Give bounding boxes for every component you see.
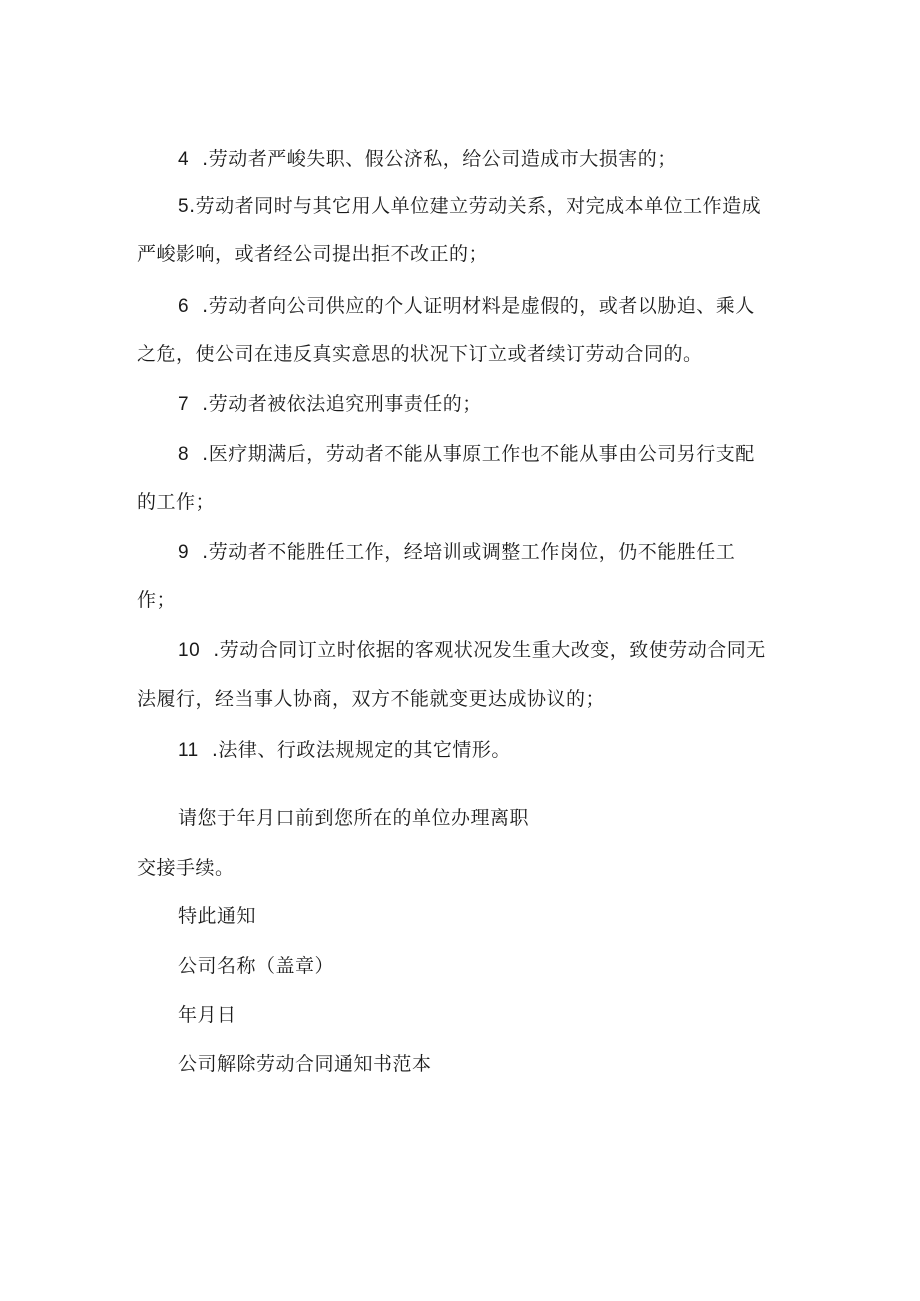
list-item [178, 146, 677, 173]
item-number: 7 [178, 394, 190, 415]
list-item-continuation: 的工作； [137, 491, 216, 513]
item-text: .医疗期满后，劳动者不能从事原工作也不能从事由公司另行支配 [202, 443, 755, 465]
list-item [178, 293, 755, 320]
item-number: 8 [178, 444, 190, 465]
item-text: .劳动者向公司供应的个人证明材料是虚假的，或者以胁迫、乘人 [202, 295, 755, 317]
item-number: 10 [178, 640, 201, 661]
document-title: 公司解除劳动合同通知书范本 [178, 1053, 432, 1075]
item-number: 11 [178, 740, 199, 761]
list-item [178, 737, 511, 764]
date-line: 年月日 [178, 1004, 237, 1026]
list-item-continuation: 作； [137, 589, 177, 611]
item-text: .劳动者不能胜任工作，经培训或调整工作岗位，仍不能胜任工 [202, 541, 736, 563]
list-item-continuation: 法履行，经当事人协商，双方不能就变更达成协议的； [137, 688, 606, 710]
item-text: .劳动者同时与其它用人单位建立劳动关系，对完成本单位工作造成 [189, 195, 762, 217]
item-text: .劳动者被依法追究刑事责任的； [202, 393, 482, 415]
company-signature: 公司名称（盖章） [178, 955, 335, 977]
item-number: 9 [178, 542, 190, 563]
item-number: 6 [178, 296, 190, 317]
item-text: .法律、行政法规规定的其它情形。 [211, 739, 511, 761]
notice-text-continuation: 交接手续。 [137, 857, 235, 879]
list-item [178, 193, 761, 220]
list-item [178, 637, 766, 664]
list-item-continuation: 严峻影响，或者经公司提出拒不改正的； [137, 243, 489, 265]
closing-text: 特此通知 [178, 905, 257, 927]
item-text: .劳动者严峻失职、假公济私，给公司造成市大损害的； [202, 148, 677, 170]
item-text: .劳动合同订立时依据的客观状况发生重大改变，致使劳动合同无 [213, 639, 766, 661]
list-item [178, 391, 482, 418]
list-item [178, 539, 735, 566]
notice-text: 请您于年月口前到您所在的单位办理离职 [178, 807, 530, 829]
item-number: 4 [178, 149, 190, 170]
list-item [178, 441, 755, 468]
item-number: 5 [178, 196, 190, 217]
list-item-continuation: 之危，使公司在违反真实意思的状况下订立或者续订劳动合同的。 [137, 343, 703, 365]
